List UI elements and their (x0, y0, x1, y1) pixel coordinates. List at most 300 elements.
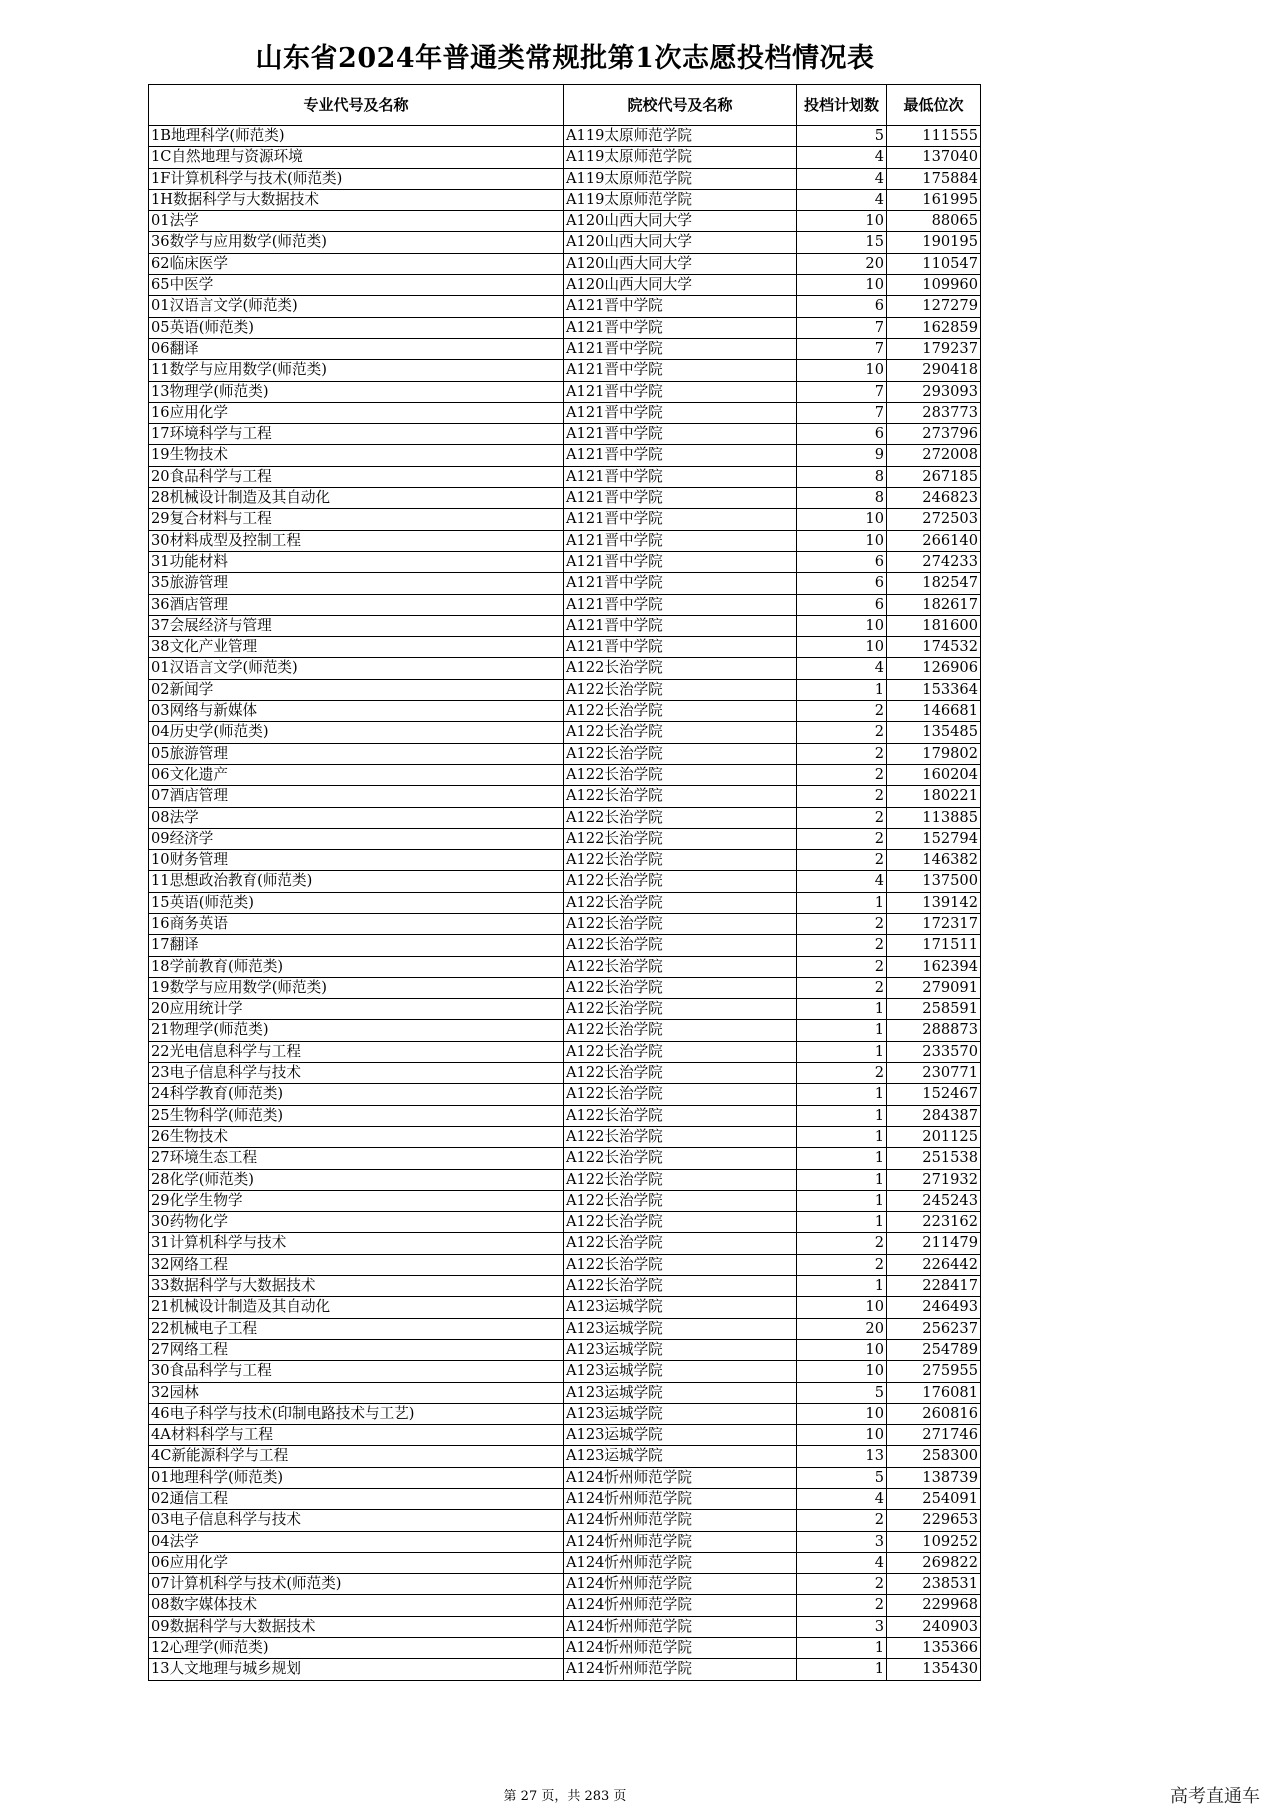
cell-min-rank: 211479 (887, 1233, 981, 1254)
cell-major: 06应用化学 (149, 1552, 564, 1573)
cell-min-rank: 284387 (887, 1105, 981, 1126)
cell-min-rank: 274233 (887, 551, 981, 572)
cell-plan: 2 (797, 956, 887, 977)
cell-plan: 10 (797, 615, 887, 636)
cell-major: 06翻译 (149, 338, 564, 359)
cell-plan: 2 (797, 1595, 887, 1616)
cell-min-rank: 288873 (887, 1020, 981, 1041)
table-row (149, 168, 981, 189)
cell-major: 28机械设计制造及其自动化 (149, 488, 564, 509)
cell-min-rank: 260816 (887, 1403, 981, 1424)
cell-school: A123运城学院 (564, 1382, 797, 1403)
cell-major: 01汉语言文学(师范类) (149, 658, 564, 679)
cell-major: 33数据科学与大数据技术 (149, 1276, 564, 1297)
cell-min-rank: 267185 (887, 466, 981, 487)
cell-plan: 5 (797, 1467, 887, 1488)
cell-plan: 10 (797, 360, 887, 381)
cell-min-rank: 146681 (887, 701, 981, 722)
cell-plan: 2 (797, 701, 887, 722)
cell-plan: 2 (797, 1574, 887, 1595)
table-row (149, 1105, 981, 1126)
cell-min-rank: 152794 (887, 828, 981, 849)
cell-school: A123运城学院 (564, 1361, 797, 1382)
cell-min-rank: 153364 (887, 679, 981, 700)
cell-min-rank: 179802 (887, 743, 981, 764)
cell-school: A119太原师范学院 (564, 126, 797, 147)
cell-min-rank: 181600 (887, 615, 981, 636)
cell-school: A122长治学院 (564, 1190, 797, 1211)
cell-school: A122长治学院 (564, 850, 797, 871)
table-row (149, 786, 981, 807)
cell-min-rank: 254789 (887, 1339, 981, 1360)
cell-min-rank: 182617 (887, 594, 981, 615)
cell-major: 05旅游管理 (149, 743, 564, 764)
cell-plan: 1 (797, 999, 887, 1020)
cell-major: 15英语(师范类) (149, 892, 564, 913)
cell-school: A122长治学院 (564, 1041, 797, 1062)
cell-school: A124忻州师范学院 (564, 1616, 797, 1637)
cell-school: A123运城学院 (564, 1339, 797, 1360)
cell-min-rank: 172317 (887, 913, 981, 934)
table-row (149, 466, 981, 487)
table-row (149, 1382, 981, 1403)
cell-plan: 10 (797, 211, 887, 232)
table-row (149, 275, 981, 296)
cell-min-rank: 293093 (887, 381, 981, 402)
cell-plan: 4 (797, 1552, 887, 1573)
cell-school: A121晋中学院 (564, 296, 797, 317)
cell-plan: 2 (797, 722, 887, 743)
table-row (149, 977, 981, 998)
cell-school: A122长治学院 (564, 722, 797, 743)
cell-school: A122长治学院 (564, 786, 797, 807)
cell-min-rank: 245243 (887, 1190, 981, 1211)
cell-min-rank: 273796 (887, 424, 981, 445)
cell-major: 30食品科学与工程 (149, 1361, 564, 1382)
cell-min-rank: 229653 (887, 1510, 981, 1531)
cell-school: A122长治学院 (564, 1233, 797, 1254)
cell-plan: 13 (797, 1446, 887, 1467)
table-row (149, 445, 981, 466)
cell-major: 32园林 (149, 1382, 564, 1403)
cell-major: 22光电信息科学与工程 (149, 1041, 564, 1062)
cell-major: 19数学与应用数学(师范类) (149, 977, 564, 998)
cell-school: A121晋中学院 (564, 637, 797, 658)
cell-min-rank: 246493 (887, 1297, 981, 1318)
cell-plan: 8 (797, 466, 887, 487)
cell-plan: 1 (797, 1276, 887, 1297)
cell-plan: 20 (797, 1318, 887, 1339)
table-row (149, 764, 981, 785)
table-header-row (149, 85, 981, 126)
cell-plan: 1 (797, 1169, 887, 1190)
cell-plan: 7 (797, 317, 887, 338)
table-row (149, 637, 981, 658)
cell-major: 27环境生态工程 (149, 1148, 564, 1169)
cell-plan: 1 (797, 1638, 887, 1659)
cell-plan: 2 (797, 807, 887, 828)
cell-major: 19生物技术 (149, 445, 564, 466)
cell-school: A124忻州师范学院 (564, 1574, 797, 1595)
cell-min-rank: 272008 (887, 445, 981, 466)
cell-major: 1H数据科学与大数据技术 (149, 189, 564, 210)
cell-min-rank: 258591 (887, 999, 981, 1020)
cell-school: A124忻州师范学院 (564, 1659, 797, 1680)
cell-major: 01法学 (149, 211, 564, 232)
cell-school: A122长治学院 (564, 1084, 797, 1105)
cell-major: 08法学 (149, 807, 564, 828)
table-row (149, 807, 981, 828)
table-row (149, 1190, 981, 1211)
table-row (149, 1403, 981, 1424)
table-row (149, 338, 981, 359)
cell-school: A122长治学院 (564, 1169, 797, 1190)
cell-school: A121晋中学院 (564, 317, 797, 338)
cell-min-rank: 271746 (887, 1425, 981, 1446)
cell-school: A121晋中学院 (564, 488, 797, 509)
table-row (149, 594, 981, 615)
cell-min-rank: 240903 (887, 1616, 981, 1637)
cell-plan: 7 (797, 338, 887, 359)
cell-plan: 7 (797, 381, 887, 402)
cell-school: A122长治学院 (564, 1063, 797, 1084)
cell-school: A121晋中学院 (564, 573, 797, 594)
cell-major: 07酒店管理 (149, 786, 564, 807)
cell-major: 08数字媒体技术 (149, 1595, 564, 1616)
cell-min-rank: 290418 (887, 360, 981, 381)
cell-plan: 4 (797, 871, 887, 892)
cell-plan: 10 (797, 637, 887, 658)
page-title: 山东省2024年普通类常规批第1次志愿投档情况表 (255, 43, 875, 74)
table-row (149, 211, 981, 232)
table-row (149, 658, 981, 679)
cell-major: 18学前教育(师范类) (149, 956, 564, 977)
cell-school: A121晋中学院 (564, 551, 797, 572)
cell-plan: 1 (797, 892, 887, 913)
cell-major: 1C自然地理与资源环境 (149, 147, 564, 168)
cell-major: 17翻译 (149, 935, 564, 956)
table-row (149, 573, 981, 594)
cell-plan: 10 (797, 530, 887, 551)
cell-school: A122长治学院 (564, 871, 797, 892)
cell-major: 4A材料科学与工程 (149, 1425, 564, 1446)
table-row (149, 850, 981, 871)
cell-plan: 3 (797, 1616, 887, 1637)
cell-major: 22机械电子工程 (149, 1318, 564, 1339)
table-row (149, 296, 981, 317)
cell-plan: 2 (797, 786, 887, 807)
cell-major: 03电子信息科学与技术 (149, 1510, 564, 1531)
cell-min-rank: 160204 (887, 764, 981, 785)
cell-major: 11思想政治教育(师范类) (149, 871, 564, 892)
cell-plan: 1 (797, 1212, 887, 1233)
cell-major: 36数学与应用数学(师范类) (149, 232, 564, 253)
cell-min-rank: 190195 (887, 232, 981, 253)
cell-school: A122长治学院 (564, 1126, 797, 1147)
cell-min-rank: 229968 (887, 1595, 981, 1616)
cell-plan: 10 (797, 275, 887, 296)
cell-school: A124忻州师范学院 (564, 1510, 797, 1531)
table-row (149, 722, 981, 743)
cell-min-rank: 171511 (887, 935, 981, 956)
cell-min-rank: 201125 (887, 1126, 981, 1147)
cell-min-rank: 182547 (887, 573, 981, 594)
cell-min-rank: 137040 (887, 147, 981, 168)
admission-table (148, 84, 981, 1681)
cell-school: A119太原师范学院 (564, 189, 797, 210)
table-row (149, 1616, 981, 1637)
cell-plan: 1 (797, 1190, 887, 1211)
cell-school: A121晋中学院 (564, 594, 797, 615)
table-row (149, 126, 981, 147)
cell-school: A122长治学院 (564, 999, 797, 1020)
cell-min-rank: 88065 (887, 211, 981, 232)
cell-major: 46电子科学与技术(印制电路技术与工艺) (149, 1403, 564, 1424)
cell-major: 07计算机科学与技术(师范类) (149, 1574, 564, 1595)
cell-min-rank: 176081 (887, 1382, 981, 1403)
cell-plan: 2 (797, 1510, 887, 1531)
cell-plan: 2 (797, 913, 887, 934)
cell-min-rank: 279091 (887, 977, 981, 998)
cell-min-rank: 283773 (887, 402, 981, 423)
cell-major: 27网络工程 (149, 1339, 564, 1360)
cell-school: A121晋中学院 (564, 360, 797, 381)
table-row (149, 189, 981, 210)
table-row (149, 1063, 981, 1084)
cell-min-rank: 174532 (887, 637, 981, 658)
table-row (149, 402, 981, 423)
cell-plan: 10 (797, 1361, 887, 1382)
cell-plan: 2 (797, 764, 887, 785)
cell-major: 11数学与应用数学(师范类) (149, 360, 564, 381)
table-row (149, 1212, 981, 1233)
cell-school: A121晋中学院 (564, 530, 797, 551)
table-row (149, 551, 981, 572)
cell-min-rank: 162394 (887, 956, 981, 977)
cell-school: A121晋中学院 (564, 466, 797, 487)
cell-school: A121晋中学院 (564, 615, 797, 636)
cell-plan: 2 (797, 743, 887, 764)
table-row (149, 424, 981, 445)
cell-school: A120山西大同大学 (564, 253, 797, 274)
cell-school: A123运城学院 (564, 1403, 797, 1424)
table-row (149, 999, 981, 1020)
table-row (149, 1126, 981, 1147)
cell-major: 4C新能源科学与工程 (149, 1446, 564, 1467)
cell-min-rank: 266140 (887, 530, 981, 551)
table-row (149, 253, 981, 274)
cell-plan: 2 (797, 1233, 887, 1254)
cell-school: A120山西大同大学 (564, 211, 797, 232)
cell-min-rank: 109252 (887, 1531, 981, 1552)
cell-plan: 4 (797, 1489, 887, 1510)
table-row (149, 1425, 981, 1446)
cell-min-rank: 126906 (887, 658, 981, 679)
table-row (149, 509, 981, 530)
cell-major: 65中医学 (149, 275, 564, 296)
table-row (149, 232, 981, 253)
cell-major: 05英语(师范类) (149, 317, 564, 338)
cell-min-rank: 161995 (887, 189, 981, 210)
cell-school: A122长治学院 (564, 807, 797, 828)
cell-min-rank: 179237 (887, 338, 981, 359)
cell-major: 06文化遗产 (149, 764, 564, 785)
table-row (149, 1254, 981, 1275)
table-row (149, 317, 981, 338)
cell-min-rank: 135366 (887, 1638, 981, 1659)
cell-plan: 4 (797, 147, 887, 168)
cell-school: A122长治学院 (564, 892, 797, 913)
cell-major: 16应用化学 (149, 402, 564, 423)
cell-major: 12心理学(师范类) (149, 1638, 564, 1659)
cell-min-rank: 256237 (887, 1318, 981, 1339)
cell-plan: 2 (797, 977, 887, 998)
cell-plan: 2 (797, 935, 887, 956)
table-row (149, 1531, 981, 1552)
cell-major: 17环境科学与工程 (149, 424, 564, 445)
cell-major: 16商务英语 (149, 913, 564, 934)
cell-major: 36酒店管理 (149, 594, 564, 615)
watermark: 高考直通车 (1170, 1786, 1260, 1807)
cell-plan: 8 (797, 488, 887, 509)
cell-school: A122长治学院 (564, 935, 797, 956)
cell-plan: 2 (797, 850, 887, 871)
cell-major: 02通信工程 (149, 1489, 564, 1510)
table-row (149, 828, 981, 849)
table-row (149, 488, 981, 509)
table-row (149, 1297, 981, 1318)
cell-major: 30药物化学 (149, 1212, 564, 1233)
cell-min-rank: 113885 (887, 807, 981, 828)
cell-major: 1F计算机科学与技术(师范类) (149, 168, 564, 189)
cell-school: A123运城学院 (564, 1297, 797, 1318)
cell-major: 09经济学 (149, 828, 564, 849)
cell-plan: 1 (797, 1041, 887, 1062)
cell-plan: 2 (797, 828, 887, 849)
cell-major: 20应用统计学 (149, 999, 564, 1020)
cell-plan: 1 (797, 1105, 887, 1126)
cell-major: 04法学 (149, 1531, 564, 1552)
cell-school: A124忻州师范学院 (564, 1638, 797, 1659)
table-row (149, 1041, 981, 1062)
cell-min-rank: 109960 (887, 275, 981, 296)
page-footer: 第 27 页，共 283 页 (503, 1789, 627, 1804)
cell-school: A122长治学院 (564, 1020, 797, 1041)
cell-min-rank: 271932 (887, 1169, 981, 1190)
cell-school: A124忻州师范学院 (564, 1595, 797, 1616)
cell-school: A122长治学院 (564, 1276, 797, 1297)
cell-major: 24科学教育(师范类) (149, 1084, 564, 1105)
header-major: 专业代号及名称 (149, 85, 564, 126)
table-row (149, 871, 981, 892)
cell-plan: 7 (797, 402, 887, 423)
cell-school: A121晋中学院 (564, 338, 797, 359)
cell-major: 13人文地理与城乡规划 (149, 1659, 564, 1680)
cell-min-rank: 111555 (887, 126, 981, 147)
table-row (149, 1084, 981, 1105)
cell-school: A122长治学院 (564, 679, 797, 700)
cell-school: A119太原师范学院 (564, 168, 797, 189)
table-row (149, 913, 981, 934)
cell-plan: 15 (797, 232, 887, 253)
cell-school: A122长治学院 (564, 1254, 797, 1275)
cell-min-rank: 139142 (887, 892, 981, 913)
cell-min-rank: 254091 (887, 1489, 981, 1510)
table-row (149, 701, 981, 722)
cell-min-rank: 152467 (887, 1084, 981, 1105)
cell-school: A122长治学院 (564, 828, 797, 849)
cell-major: 31功能材料 (149, 551, 564, 572)
cell-major: 62临床医学 (149, 253, 564, 274)
cell-min-rank: 138739 (887, 1467, 981, 1488)
cell-plan: 10 (797, 1339, 887, 1360)
table-row (149, 381, 981, 402)
cell-min-rank: 127279 (887, 296, 981, 317)
cell-min-rank: 110547 (887, 253, 981, 274)
cell-min-rank: 230771 (887, 1063, 981, 1084)
table-row (149, 1339, 981, 1360)
cell-plan: 1 (797, 1084, 887, 1105)
cell-plan: 4 (797, 168, 887, 189)
cell-min-rank: 269822 (887, 1552, 981, 1573)
cell-min-rank: 228417 (887, 1276, 981, 1297)
cell-min-rank: 175884 (887, 168, 981, 189)
table-row (149, 530, 981, 551)
cell-min-rank: 238531 (887, 1574, 981, 1595)
cell-min-rank: 135485 (887, 722, 981, 743)
cell-plan: 6 (797, 594, 887, 615)
cell-major: 37会展经济与管理 (149, 615, 564, 636)
table-row (149, 1020, 981, 1041)
table-row (149, 1574, 981, 1595)
cell-school: A122长治学院 (564, 1105, 797, 1126)
cell-min-rank: 272503 (887, 509, 981, 530)
cell-school: A122长治学院 (564, 956, 797, 977)
cell-plan: 2 (797, 1063, 887, 1084)
cell-major: 28化学(师范类) (149, 1169, 564, 1190)
cell-major: 09数据科学与大数据技术 (149, 1616, 564, 1637)
cell-major: 20食品科学与工程 (149, 466, 564, 487)
cell-plan: 9 (797, 445, 887, 466)
cell-school: A122长治学院 (564, 743, 797, 764)
table-row (149, 1233, 981, 1254)
cell-major: 30材料成型及控制工程 (149, 530, 564, 551)
cell-school: A122长治学院 (564, 701, 797, 722)
table-row (149, 615, 981, 636)
cell-major: 21机械设计制造及其自动化 (149, 1297, 564, 1318)
cell-plan: 1 (797, 1148, 887, 1169)
cell-plan: 4 (797, 189, 887, 210)
cell-min-rank: 137500 (887, 871, 981, 892)
cell-school: A121晋中学院 (564, 381, 797, 402)
cell-plan: 5 (797, 126, 887, 147)
table-row (149, 1510, 981, 1531)
cell-school: A124忻州师范学院 (564, 1467, 797, 1488)
table-row (149, 1659, 981, 1680)
cell-plan: 6 (797, 424, 887, 445)
table-row (149, 1638, 981, 1659)
table-row (149, 1552, 981, 1573)
cell-major: 13物理学(师范类) (149, 381, 564, 402)
table-row (149, 935, 981, 956)
cell-school: A122长治学院 (564, 1212, 797, 1233)
cell-min-rank: 135430 (887, 1659, 981, 1680)
cell-school: A124忻州师范学院 (564, 1531, 797, 1552)
cell-school: A120山西大同大学 (564, 232, 797, 253)
cell-plan: 6 (797, 573, 887, 594)
cell-school: A121晋中学院 (564, 402, 797, 423)
cell-plan: 1 (797, 1020, 887, 1041)
